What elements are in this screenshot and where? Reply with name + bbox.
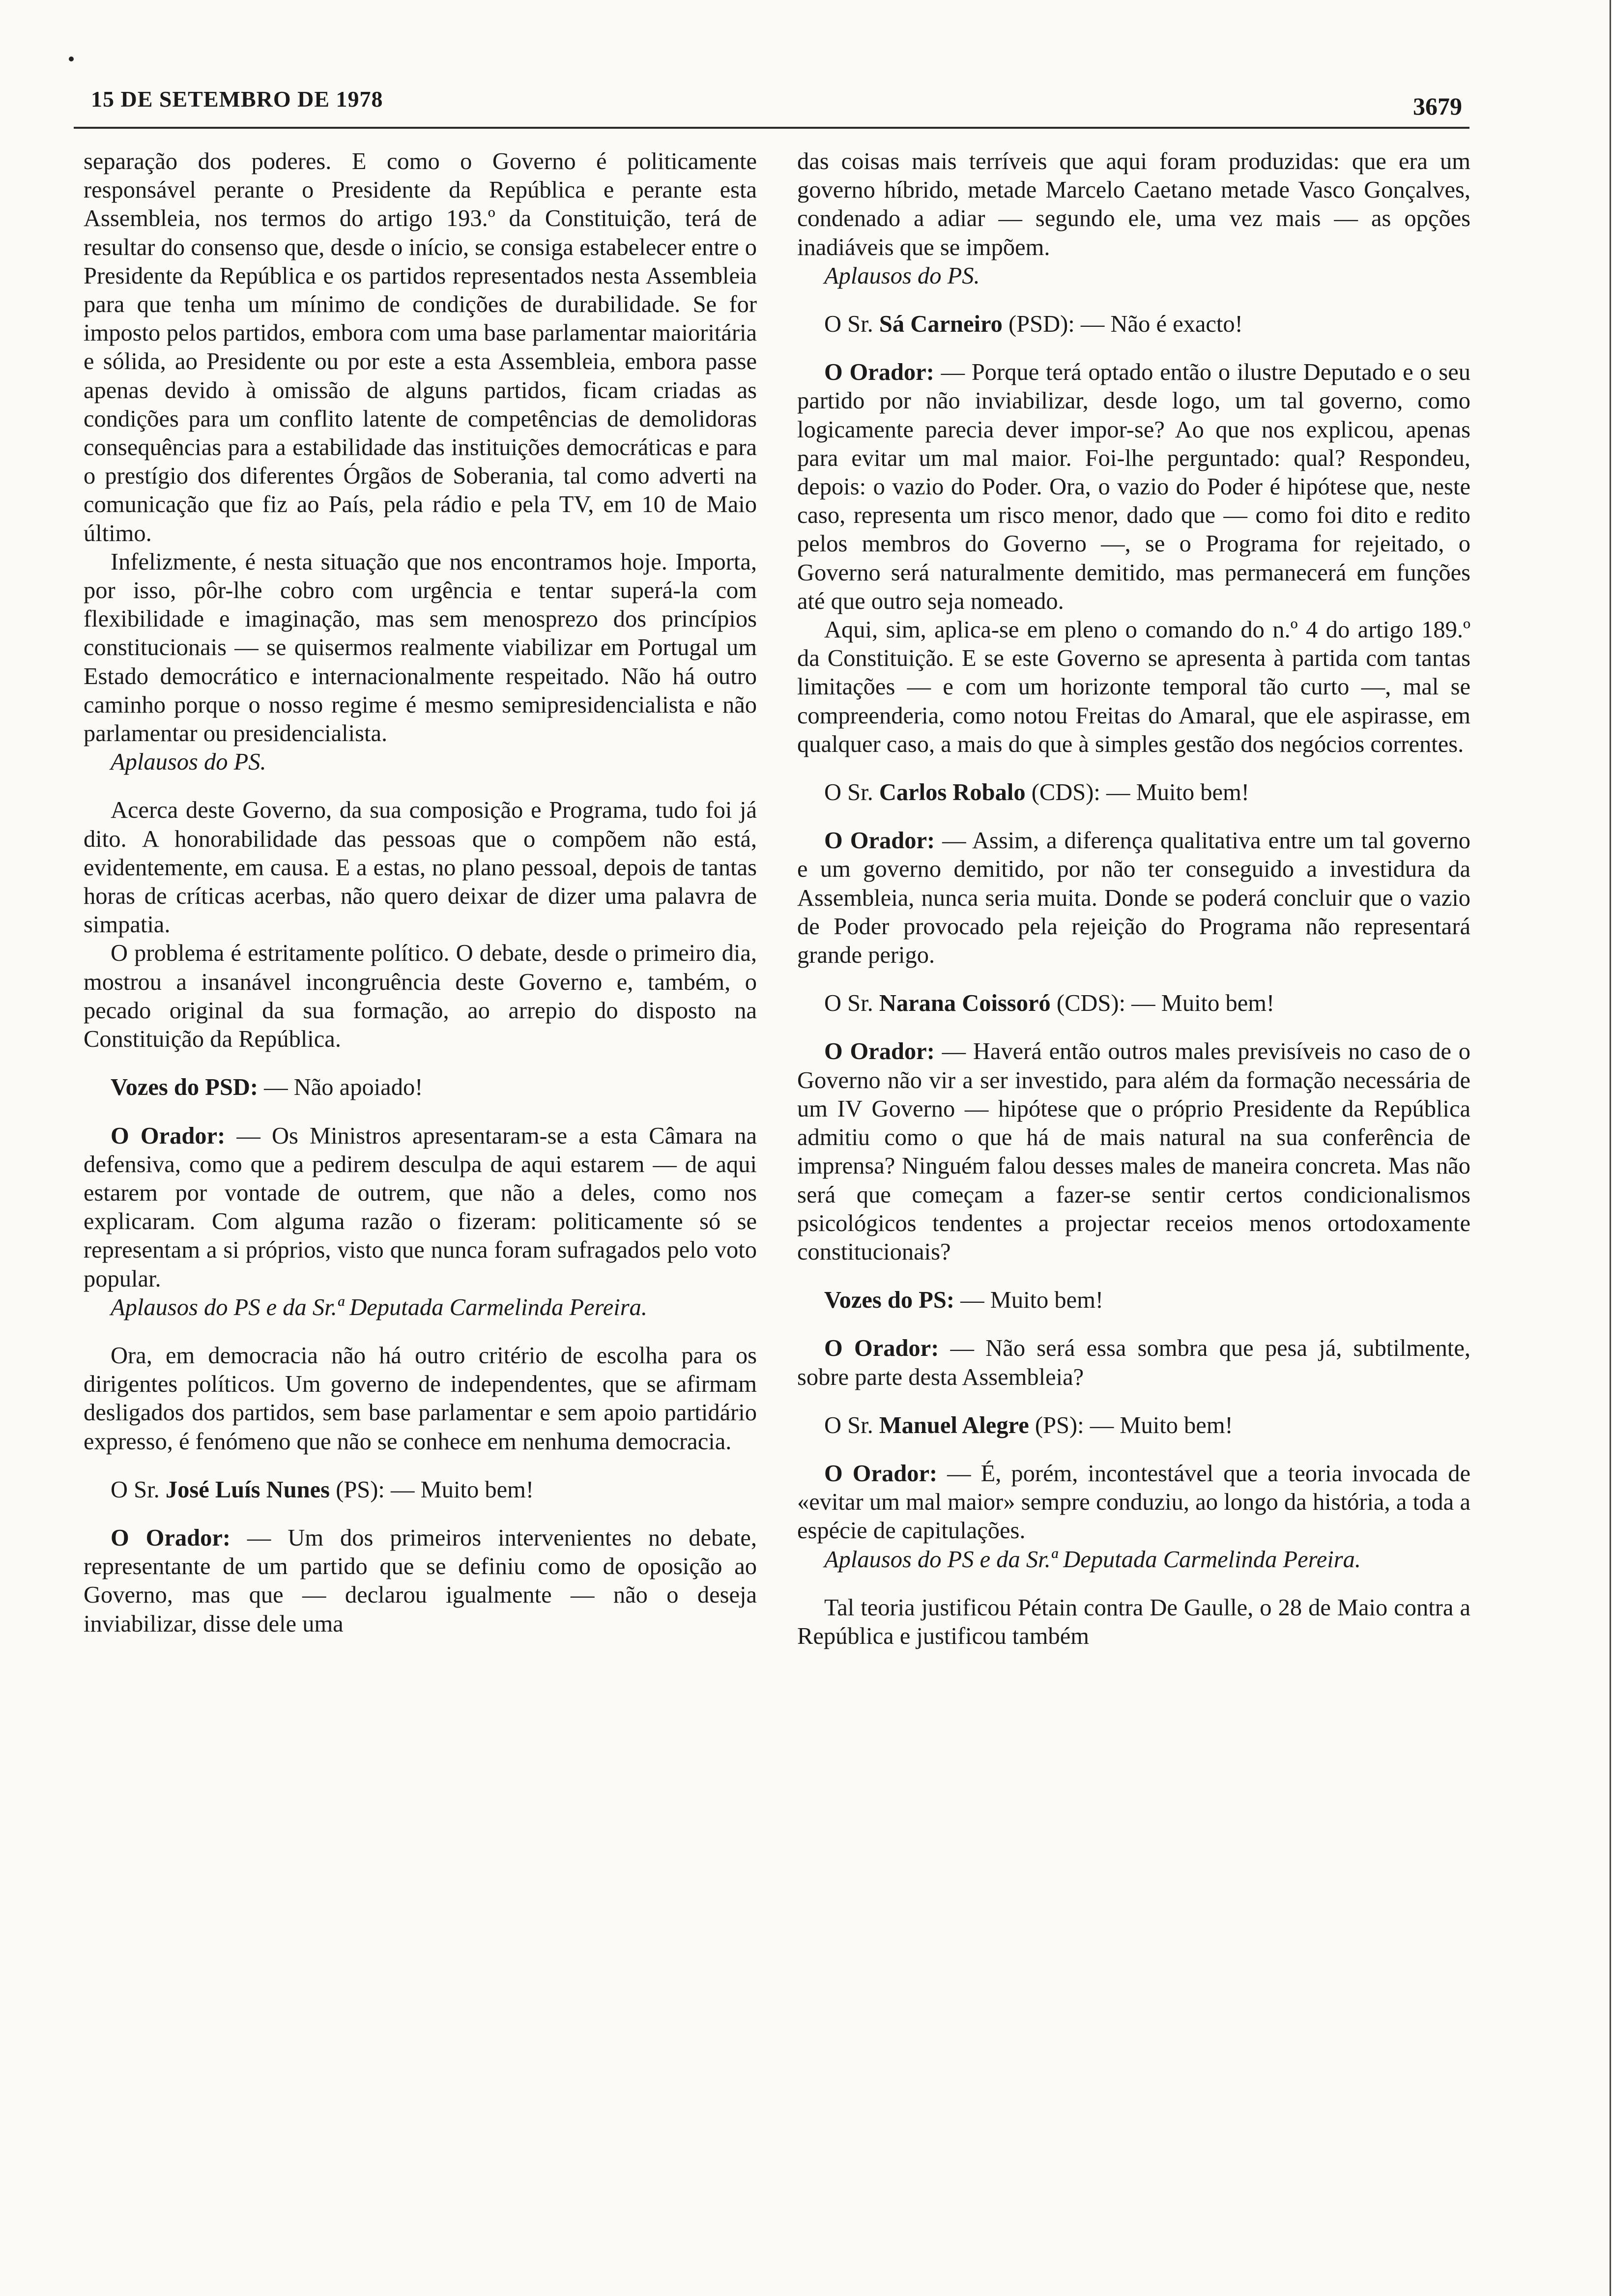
speech-line <box>84 1524 757 1638</box>
paragraph: Acerca deste Governo, da sua composição e Programa, tudo foi já dito. A honorabilidade das pessoas que o compõem não está, evidentemente, em causa. E a estas, no plano pessoal, depois de tantas horas de críticas acerbas, não quero deixar de dizer uma palavra de simpatia. <box>84 797 757 938</box>
speaker-name: O Orador: <box>824 359 934 386</box>
speech-line <box>797 310 1470 339</box>
speaker-prefix: O Sr. <box>824 990 879 1017</box>
speech-text: — Assim, a diferença qualitativa entre um tal governo e um governo demitido, por não ter conseguido a investidura da Assembleia, nunca seria muita. Donde se poderá concluir que o vazio de Poder provocado pela rejeição do Programa não representará grande perigo. <box>797 828 1470 969</box>
speech-line <box>797 989 1470 1018</box>
speech-line <box>797 358 1470 616</box>
applause-note: Aplausos do PS e da Sr.ª Deputada Carmelinda Pereira. <box>111 1294 647 1320</box>
speech-line <box>797 778 1470 807</box>
speech-text: — Não será essa sombra que pesa já, subtilmente, sobre parte desta Assembleia? <box>797 1335 1470 1390</box>
speaker-name: Carlos Robalo <box>879 779 1026 806</box>
speaker-name: O Orador: <box>824 1335 939 1362</box>
speech-text: — Um dos primeiros intervenientes no debate, representante de um partido que se definiu como de oposição ao Governo, mas que — declarou igualmente — não o deseja inviabilizar, disse dele uma <box>84 1524 757 1637</box>
speech-text: (CDS): — Muito bem! <box>1025 779 1249 806</box>
applause-note: Aplausos do PS. <box>111 749 266 775</box>
left-column <box>84 147 757 1638</box>
paragraph: separação dos poderes. E como o Governo é politicamente responsável perante o Presidente da República e perante esta Assembleia, nos termos do artigo 193.º da Constituição, terá de resultar do consenso que, desde o início, se consiga estabelecer entre o Presidente da República e os partidos representados nesta Assembleia para que tenha um mínimo de condições de durabilidade. Se for imposto pelos partidos, embora com uma base parlamentar maioritária e sólida, ao Presidente ou por este a esta Assembleia, embora passe apenas devido à omissão de alguns partidos, ficam criadas as condições para um conflito latente de competências de demolidoras consequências para a estabilidade das instituições democráticas e para o prestígio dos diferentes Órgãos de Soberania, tal como adverti na comunicação que fiz ao País, pela rádio e pela TV, em 10 de Maio último. <box>84 148 757 546</box>
speaker-name: O Orador: <box>824 828 935 854</box>
speech-line <box>797 1286 1470 1315</box>
right-column <box>797 147 1470 1651</box>
speaker-name: Vozes do PSD: <box>111 1074 258 1101</box>
page-number: 3679 <box>1413 92 1462 120</box>
speech-line <box>84 1073 757 1102</box>
speech-text: — Muito bem! <box>954 1287 1104 1314</box>
page-header <box>91 86 1462 125</box>
speaker-prefix: O Sr. <box>111 1476 166 1503</box>
speech-line <box>797 1037 1470 1266</box>
speech-text: — Porque terá optado então o ilustre Deputado e o seu partido por não inviabilizar, desde logo, um tal governo, como logicamente parecia dever impor-se? Ao que nos explicou, apenas para evitar um mal maior. Foi-lhe perguntado: qual? Respondeu, depois: o vazio do Poder. Ora, o vazio do Poder é hipótese que, neste caso, representa um risco menor, dado que — como foi dito e redito pelos membros do Governo —, se o Programa for rejeitado, o Governo será naturalmente demitido, mas permanecerá em funções até que outro seja nomeado. <box>797 359 1470 614</box>
speaker-name: O Orador: <box>111 1524 231 1551</box>
speech-line <box>84 1476 757 1504</box>
speaker-name: José Luís Nunes <box>165 1476 330 1503</box>
speech-line <box>797 1334 1470 1391</box>
paragraph: O problema é estritamente político. O debate, desde o primeiro dia, mostrou a insanável incongruência deste Governo e, também, o pecado original da sua formação, ao arrepio do disposto na Constituição da República. <box>84 940 757 1053</box>
speech-line <box>797 1411 1470 1440</box>
speech-text: — Haverá então outros males previsíveis no caso de o Governo não vir a ser investido, para além da formação necessária de um IV Governo — hipótese que o próprio Presidente da República admitiu como o que há de mais natural na sua conferência de imprensa? Ninguém falou desses males de maneira concreta. Mas não será que começam a fazer-se sentir certos condicionalismos psicológicos tendentes a projectar receios menos ortodoxamente constitucionais? <box>797 1038 1470 1265</box>
speech-text: — É, porém, incontestável que a teoria invocada de «evitar um mal maior» sempre conduziu, ao longo da história, a toda a espécie de capitulações. <box>797 1460 1470 1544</box>
page-edge-line <box>1610 0 1611 2296</box>
paragraph: das coisas mais terríveis que aqui foram produzidas: que era um governo híbrido, metade Marcelo Caetano metade Vasco Gonçalves, condenado a adiar — segundo ele, uma vez mais — as opções inadiáveis que se impõem. <box>797 148 1470 260</box>
speaker-name: Narana Coissoró <box>879 990 1051 1017</box>
speech-text: — Os Ministros apresentaram-se a esta Câmara na defensiva, como que a pedirem desculpa de aqui estarem — de aqui estarem por vontade de outrem, que não a deles, como nos explicaram. Com alguma razão o fizeram: politicamente só se representam a si próprios, visto que nunca foram sufragados pelo voto popular. <box>84 1122 757 1292</box>
header-rule <box>74 127 1469 129</box>
paragraph: Aqui, sim, aplica-se em pleno o comando do n.º 4 do artigo 189.º da Constituição. E se este Governo se apresenta à partida com tantas limitações — e com um horizonte temporal tão curto —, mal se compreenderia, como notou Freitas do Amaral, que ele aspirasse, em qualquer caso, a mais do que à simples gestão dos negócios correntes. <box>797 617 1470 757</box>
speaker-prefix: O Sr. <box>824 311 879 338</box>
speech-line <box>84 1122 757 1293</box>
speaker-name: Manuel Alegre <box>879 1412 1029 1438</box>
speaker-name: Sá Carneiro <box>879 311 1003 338</box>
speaker-name: O Orador: <box>824 1460 938 1487</box>
speaker-prefix: O Sr. <box>824 779 879 806</box>
speech-line <box>797 1460 1470 1546</box>
paragraph: Ora, em democracia não há outro critério de escolha para os dirigentes políticos. Um governo de independentes, que se afirmam desligados dos partidos, sem base parlamentar e sem apoio partidário expresso, é fenómeno que não se conhece em nenhuma democracia. <box>84 1342 757 1455</box>
speech-text: — Não apoiado! <box>258 1074 423 1101</box>
applause-note: Aplausos do PS. <box>824 262 980 289</box>
speech-text: (CDS): — Muito bem! <box>1050 990 1275 1017</box>
speaker-name: O Orador: <box>111 1122 226 1149</box>
issue-date: 15 DE SETEMBRO DE 1978 <box>91 86 383 112</box>
speech-text: (PSD): — Não é exacto! <box>1002 311 1243 338</box>
speaker-prefix: O Sr. <box>824 1412 879 1438</box>
speech-text: (PS): — Muito bem! <box>1029 1412 1233 1438</box>
applause-note: Aplausos do PS e da Sr.ª Deputada Carmelinda Pereira. <box>824 1546 1361 1573</box>
speech-line <box>797 827 1470 970</box>
speaker-name: O Orador: <box>824 1038 935 1065</box>
paragraph: Infelizmente, é nesta situação que nos encontramos hoje. Importa, por isso, pôr-lhe cobro com urgência e tentar superá-la com flexibilidade e imaginação, mas sem menosprezo dos princípios constitucionais — se quisermos realmente viabilizar em Portugal um Estado democrático e internacionalmente respeitado. Não há outro caminho porque o nosso regime é mesmo semipresidencialista e não parlamentar ou presidencialista. <box>84 548 757 747</box>
speaker-name: Vozes do PS: <box>824 1287 954 1314</box>
paragraph: Tal teoria justificou Pétain contra De Gaulle, o 28 de Maio contra a República e justificou também <box>797 1594 1470 1649</box>
margin-speck <box>69 57 74 61</box>
speech-text: (PS): — Muito bem! <box>330 1476 534 1503</box>
